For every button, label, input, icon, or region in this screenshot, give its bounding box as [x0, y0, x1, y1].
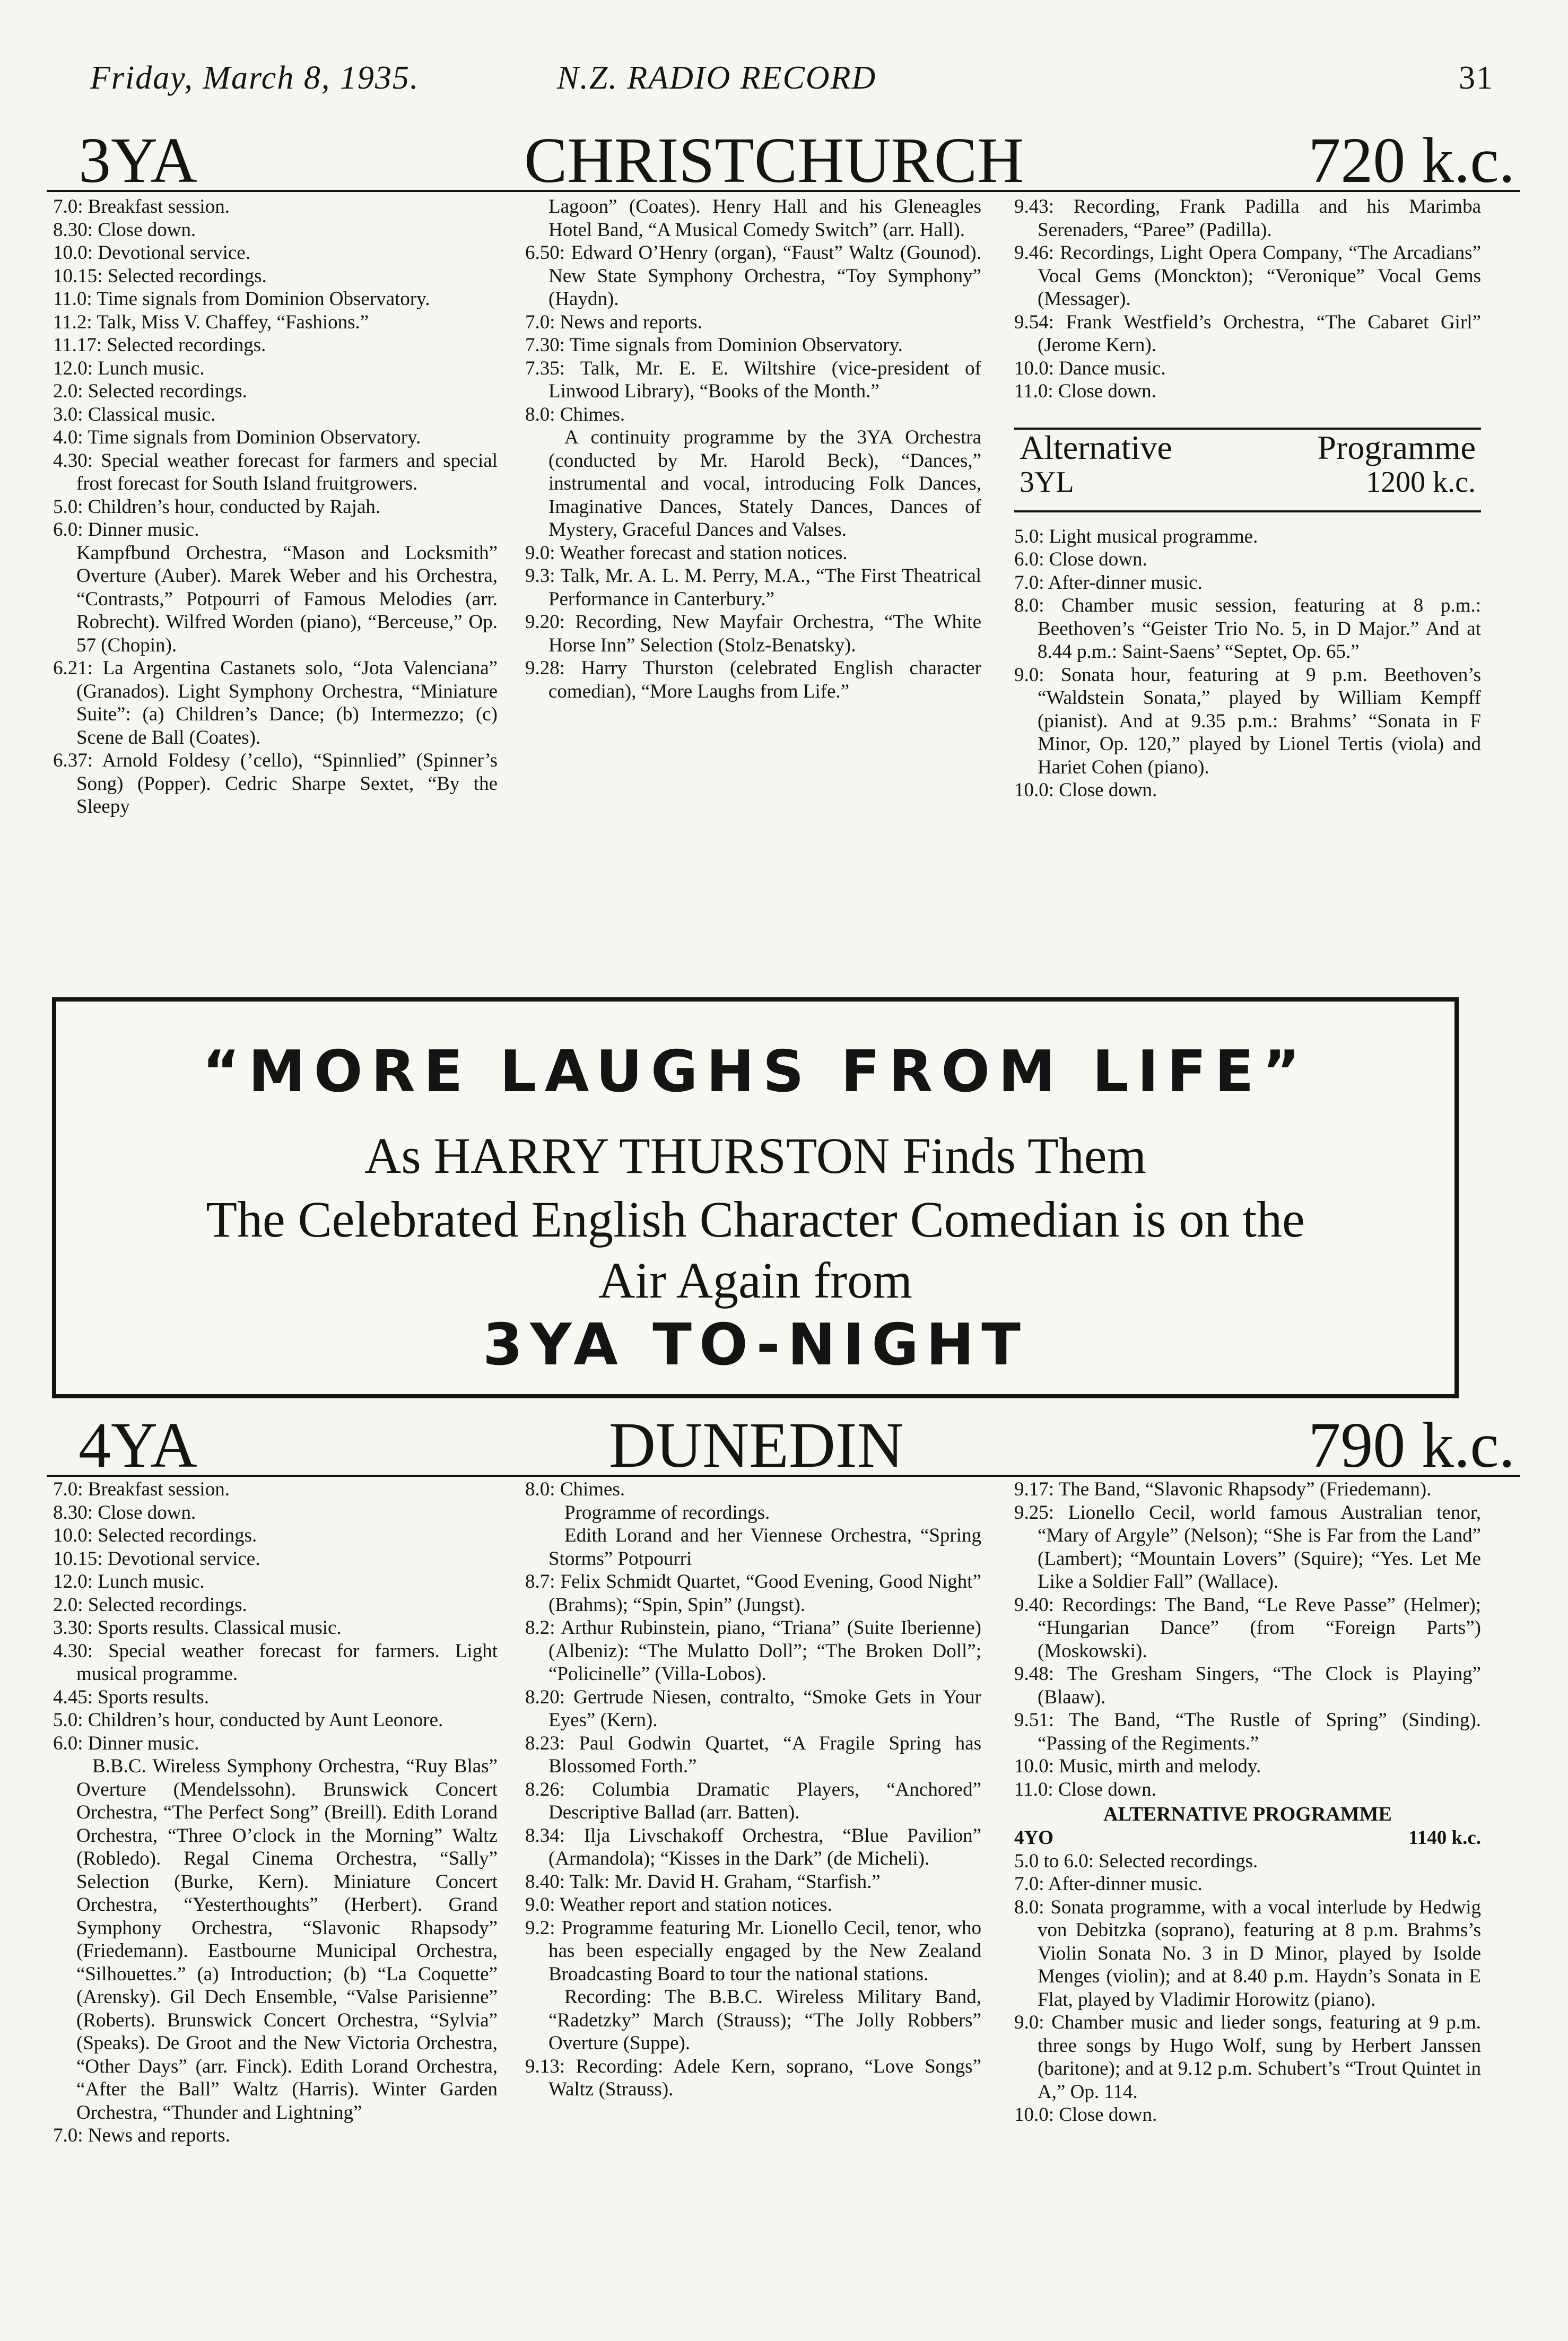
alt-call-sign: 3YL: [1020, 465, 1074, 499]
programme-entry: 7.0: Breakfast session.: [53, 1478, 230, 1500]
programme-entry: 5.0: Light musical programme.: [1014, 525, 1258, 547]
alt-frequency: 1200 k.c.: [1366, 465, 1476, 499]
programme-entry: 7.0: News and reports.: [53, 2125, 230, 2146]
ad-body-line: Air Again from: [598, 1252, 912, 1309]
alt-call-sign: 4YO: [1014, 1826, 1053, 1849]
programme-entry: 9.17: The Band, “Slavonic Rhapsody” (Friedemann).: [1014, 1478, 1432, 1500]
programme-entry: 10.0: Dance music.: [1014, 357, 1166, 379]
programme-entry: 10.0: Close down.: [1014, 2104, 1157, 2126]
station-header-3ya: [47, 121, 1520, 196]
programme-entry: 8.23: Paul Godwin Quartet, “A Fragile Spring has Blossomed Forth.”: [525, 1732, 981, 1777]
programme-entry: 8.30: Close down.: [53, 219, 196, 241]
programme-entry: 12.0: Lunch music.: [53, 1571, 205, 1592]
programme-entry: 9.51: The Band, “The Rustle of Spring” (Sinding). “Passing of the Regiments.”: [1014, 1709, 1481, 1754]
programme-entry: 9.0: Sonata hour, featuring at 9 p.m. Beethoven’s “Waldstein Sonata,” played by William Kempff (pianist). And at 9.35 p.m.: Brahms’ “Sonata in F Minor, Op. 120,” played by Lionel Tertis (viola) and Hariet Cohen (piano).: [1014, 664, 1481, 778]
ad-footer: 3YA TO-NIGHT: [483, 1312, 1028, 1378]
page-number: 31: [1459, 60, 1494, 96]
alt-label-right: Programme: [1317, 428, 1476, 466]
programme-entry: 11.0: Close down.: [1014, 1778, 1156, 1800]
ad-body-line: The Celebrated English Character Comedian is on the: [206, 1191, 1305, 1248]
programme-entry: 3.30: Sports results. Classical music.: [53, 1617, 342, 1639]
programme-entry: 5.0: Children’s hour, conducted by Aunt Leonore.: [53, 1709, 443, 1731]
station-frequency: 790 k.c.: [1308, 1409, 1515, 1481]
programme-entry: 8.30: Close down.: [53, 1501, 196, 1524]
programme-entry: 9.0: Weather report and station notices.: [525, 1894, 832, 1916]
programme-entry: 8.34: Ilja Livschakoff Orchestra, “Blue Pavilion” (Armandola); “Kisses in the Dark” (de Micheli).: [525, 1824, 981, 1869]
programme-entry: 9.3: Talk, Mr. A. L. M. Perry, M.A., “The First Theatrical Performance in Canterbury.”: [525, 565, 981, 610]
station-call-sign: 3YA: [79, 125, 197, 196]
programme-entry: 4.30: Special weather forecast for farmers and special frost forecast for South Island fruitgrowers.: [53, 449, 498, 494]
programme-entry: 9.25: Lionello Cecil, world famous Australian tenor, “Mary of Argyle” (Nelson); “She is Far from the Land” (Lambert); “Mountain Lovers” (Squire); “Yes. Let Me Like a Soldier Fall” (Wallace).: [1014, 1501, 1481, 1592]
programme-entry: 11.0: Close down.: [1014, 380, 1156, 402]
station-city: DUNEDIN: [609, 1409, 904, 1481]
programme-entry: 5.0 to 6.0: Selected recordings.: [1014, 1850, 1258, 1872]
programme-entry: 4.0: Time signals from Dominion Observatory.: [53, 427, 421, 448]
programme-entry: 2.0: Selected recordings.: [53, 380, 247, 402]
programme-entry: 6.0: Close down.: [1014, 549, 1147, 570]
programme-entry: 10.0: Music, mirth and melody.: [1014, 1755, 1261, 1777]
programme-entry: 8.0: Chimes.: [525, 403, 625, 425]
programme-entry: 9.28: Harry Thurston (celebrated English character comedian), “More Laughs from Life.”: [525, 657, 981, 702]
programme-entry: Lagoon” (Coates). Henry Hall and his Gleneagles Hotel Band, “A Musical Comedy Switch” (arr. Hall).: [548, 196, 981, 241]
programme-entry: 9.43: Recording, Frank Padilla and his Marimba Serenaders, “Paree” (Padilla).: [1014, 196, 1481, 241]
programme-entry: 9.2: Programme featuring Mr. Lionello Cecil, tenor, who has been especially engaged by the New Zealand Broadcasting Board to tour the national stations.: [525, 1917, 981, 1985]
programme-entry: 8.40: Talk: Mr. David H. Graham, “Starfish.”: [525, 1870, 881, 1893]
programme-entry: 6.21: La Argentina Castanets solo, “Jota Valenciana” (Granados). Light Symphony Orchestra, “Miniature Suite”: (a) Children’s Dance; (b) Intermezzo; (c) Scene de Ball (Coates).: [53, 657, 498, 749]
programme-entry: B.B.C. Wireless Symphony Orchestra, “Ruy Blas” Overture (Mendelssohn). Brunswick Concert Orchestra, “The Perfect Song” (Breill). Edith Lorand Orchestra, “Three O’clock in the Morning” Waltz (Robledo). Regal Cinema Orchestra, “Sally” Selection (Burke, Kern). Miniature Concert Orchestra, “Yesterthoughts” (Herbert). Grand Symphony Orchestra, “Slavonic Rhapsody” (Friedemann). Eastbourne Municipal Orchestra, “Silhouettes.” (a) Introduction; (b) “La Coquette” (Arensky). Gil Dech Ensemble, “Valse Parisienne” (Roberts). Brunswick Concert Orchestra, “Sylvia” (Speaks). De Groot and the New Victoria Orchestra, “Other Days” (arr. Finck). Edith Lorand Orchestra, “After the Ball” Waltz (Harris). Winter Garden Orchestra, “Thunder and Lightning”: [76, 1755, 498, 2124]
running-header: [90, 59, 1494, 107]
programme-entry: 7.0: Breakfast session.: [53, 196, 230, 217]
programme-entry: 2.0: Selected recordings.: [53, 1594, 247, 1616]
alternative-programme-header-3yl: [1014, 428, 1481, 512]
alt-label-left: Alternative: [1020, 428, 1172, 466]
publication-title: N.Z. RADIO RECORD: [557, 60, 877, 96]
station-frequency: 720 k.c.: [1308, 125, 1515, 196]
programme-entry: 10.0: Selected recordings.: [53, 1525, 257, 1546]
programme-entry: 12.0: Lunch music.: [53, 357, 205, 379]
ad-headline: “MORE LAUGHS FROM LIFE”: [202, 1039, 1309, 1105]
programme-entry: 10.15: Devotional service.: [53, 1547, 260, 1570]
programme-entry: 8.0: Chimes.: [525, 1478, 625, 1500]
programme-entry: Programme of recordings.: [564, 1501, 770, 1524]
programme-entry: 3.0: Classical music.: [53, 403, 216, 425]
programme-entry: 9.54: Frank Westfield’s Orchestra, “The Cabaret Girl” (Jerome Kern).: [1014, 311, 1481, 356]
programme-entry: 7.0: After-dinner music.: [1014, 571, 1203, 594]
programme-entry: 9.48: The Gresham Singers, “The Clock is Playing” (Blaaw).: [1014, 1663, 1481, 1708]
programme-column-3ya-2: [525, 195, 981, 703]
programme-entry: 11.2: Talk, Miss V. Chaffey, “Fashions.”: [53, 311, 369, 333]
programme-entry: 9.46: Recordings, Light Opera Company, “The Arcadians” Vocal Gems (Monckton); “Veronique” Vocal Gems (Messager).: [1014, 242, 1481, 310]
station-header-4ya: [47, 1406, 1520, 1481]
programme-entry: 10.15: Selected recordings.: [53, 265, 267, 287]
alt-frequency: 1140 k.c.: [1408, 1826, 1481, 1849]
programme-entry: Edith Lorand and her Viennese Orchestra, “Spring Storms” Potpourri: [548, 1525, 981, 1570]
programme-entry: 5.0: Children’s hour, conducted by Rajah.: [53, 495, 381, 518]
programme-column-3ya-1: [53, 195, 498, 819]
programme-entry: 7.35: Talk, Mr. E. E. Wiltshire (vice-president of Linwood Library), “Books of the Month.”: [525, 357, 981, 402]
programme-entry: 8.26: Columbia Dramatic Players, “Anchored” Descriptive Ballad (arr. Batten).: [525, 1778, 981, 1823]
programme-entry: 6.50: Edward O’Henry (organ), “Faust” Waltz (Gounod). New State Symphony Orchestra, “Toy Symphony” (Haydn).: [525, 242, 981, 310]
programme-entry: 8.2: Arthur Rubinstein, piano, “Triana” (Suite Iberienne) (Albeniz): “The Mulatto Doll”; “The Broken Doll”; “Policinelle” (Villa-Lobos).: [525, 1617, 981, 1685]
programme-entry: 11.0: Time signals from Dominion Observatory.: [53, 288, 430, 310]
programme-entry: 9.0: Chamber music and lieder songs, featuring at 9 p.m. three songs by Hugo Wolf, sung by Herbert Janssen (baritone); and at 9.12 p.m. Schubert’s “Trout Quintet in A,” Op. 114.: [1014, 2012, 1481, 2103]
advertisement-box: [52, 997, 1459, 1398]
alternative-programme-heading-4yo: ALTERNATIVE PROGRAMME: [1103, 1803, 1392, 1825]
programme-entry: 10.0: Devotional service.: [53, 242, 250, 264]
programme-entry: 8.7: Felix Schmidt Quartet, “Good Evening, Good Night” (Brahms); “Spin, Spin” (Jungst).: [525, 1571, 981, 1616]
programme-entry: 9.40: Recordings: The Band, “Le Reve Passe” (Helmer); “Hungarian Dance” (from “Foreign Parts”) (Moskowski).: [1014, 1594, 1481, 1662]
programme-entry: 8.0: Sonata programme, with a vocal interlude by Hedwig von Debitzka (soprano), featuring at 8 p.m. Brahms’s Violin Sonata No. 3 in D Minor, played by Isolde Menges (violin); and at 8.40 p.m. Haydn’s Sonata in E Flat, played by Vladimir Horowitz (piano).: [1014, 1896, 1481, 2011]
programme-entry: 11.17: Selected recordings.: [53, 334, 266, 356]
ad-subheadline: As HARRY THURSTON Finds Them: [364, 1127, 1147, 1184]
programme-column-4ya-1: [53, 1478, 498, 2147]
programme-column-4ya-2: [525, 1478, 981, 2101]
alternative-programme-station-row: [1014, 1826, 1481, 1850]
programme-entry: 7.0: News and reports.: [525, 311, 702, 333]
station-call-sign: 4YA: [79, 1409, 197, 1481]
programme-entry: Kampfbund Orchestra, “Mason and Locksmith” Overture (Auber). Marek Weber and his Orchestra, “Contrasts,” Potpourri of Famous Melodies (arr. Robrecht). Wilfred Worden (piano), “Berceuse,” Op. 57 (Chopin).: [76, 542, 498, 656]
programme-entry: 9.13: Recording: Adele Kern, soprano, “Love Songs” Waltz (Strauss).: [525, 2055, 981, 2100]
programme-entry: 6.0: Dinner music.: [53, 519, 199, 541]
programme-entry: 9.0: Weather forecast and station notices.: [525, 542, 848, 564]
programme-column-4ya-3: [1014, 1478, 1481, 2127]
issue-date: Friday, March 8, 1935.: [90, 60, 420, 96]
programme-entry: 7.0: After-dinner music.: [1014, 1873, 1203, 1895]
programme-entry: 6.37: Arnold Foldesy (’cello), “Spinnlied” (Spinner’s Song) (Popper). Cedric Sharpe Sextet, “By the Sleepy: [53, 750, 498, 817]
programme-entry: 4.45: Sports results.: [53, 1686, 209, 1708]
programme-entry: 8.0: Chamber music session, featuring at 8 p.m.: Beethoven’s “Geister Trio No. 5, in D Major.” And at 8.44 p.m.: Saint-Saens’ “Septet, Op. 65.”: [1014, 595, 1481, 663]
programme-entry: 10.0: Close down.: [1014, 779, 1157, 801]
programme-entry: 8.20: Gertrude Niesen, contralto, “Smoke Gets in Your Eyes” (Kern).: [525, 1686, 981, 1731]
programme-entry: 4.30: Special weather forecast for farmers. Light musical programme.: [53, 1640, 498, 1685]
programme-entry: 7.30: Time signals from Dominion Observatory.: [525, 334, 903, 356]
programme-entry: 9.20: Recording, New Mayfair Orchestra, “The White Horse Inn” Selection (Stolz-Benatsky).: [525, 611, 981, 656]
programme-entry: 6.0: Dinner music.: [53, 1732, 199, 1754]
station-city: CHRISTCHURCH: [524, 125, 1024, 196]
programme-entry: Recording: The B.B.C. Wireless Military Band, “Radetzky” March (Strauss); “The Jolly Robbers” Overture (Suppe).: [548, 1986, 981, 2054]
programme-entry: A continuity programme by the 3YA Orchestra (conducted by Mr. Harold Beck), “Dances,” instrumental and vocal, introducing Folk Dances, Imaginative Dances, Stately Dances, Dances of Mystery, Graceful Dances and Valses.: [548, 427, 981, 541]
programme-column-3ya-3: [1014, 195, 1481, 802]
